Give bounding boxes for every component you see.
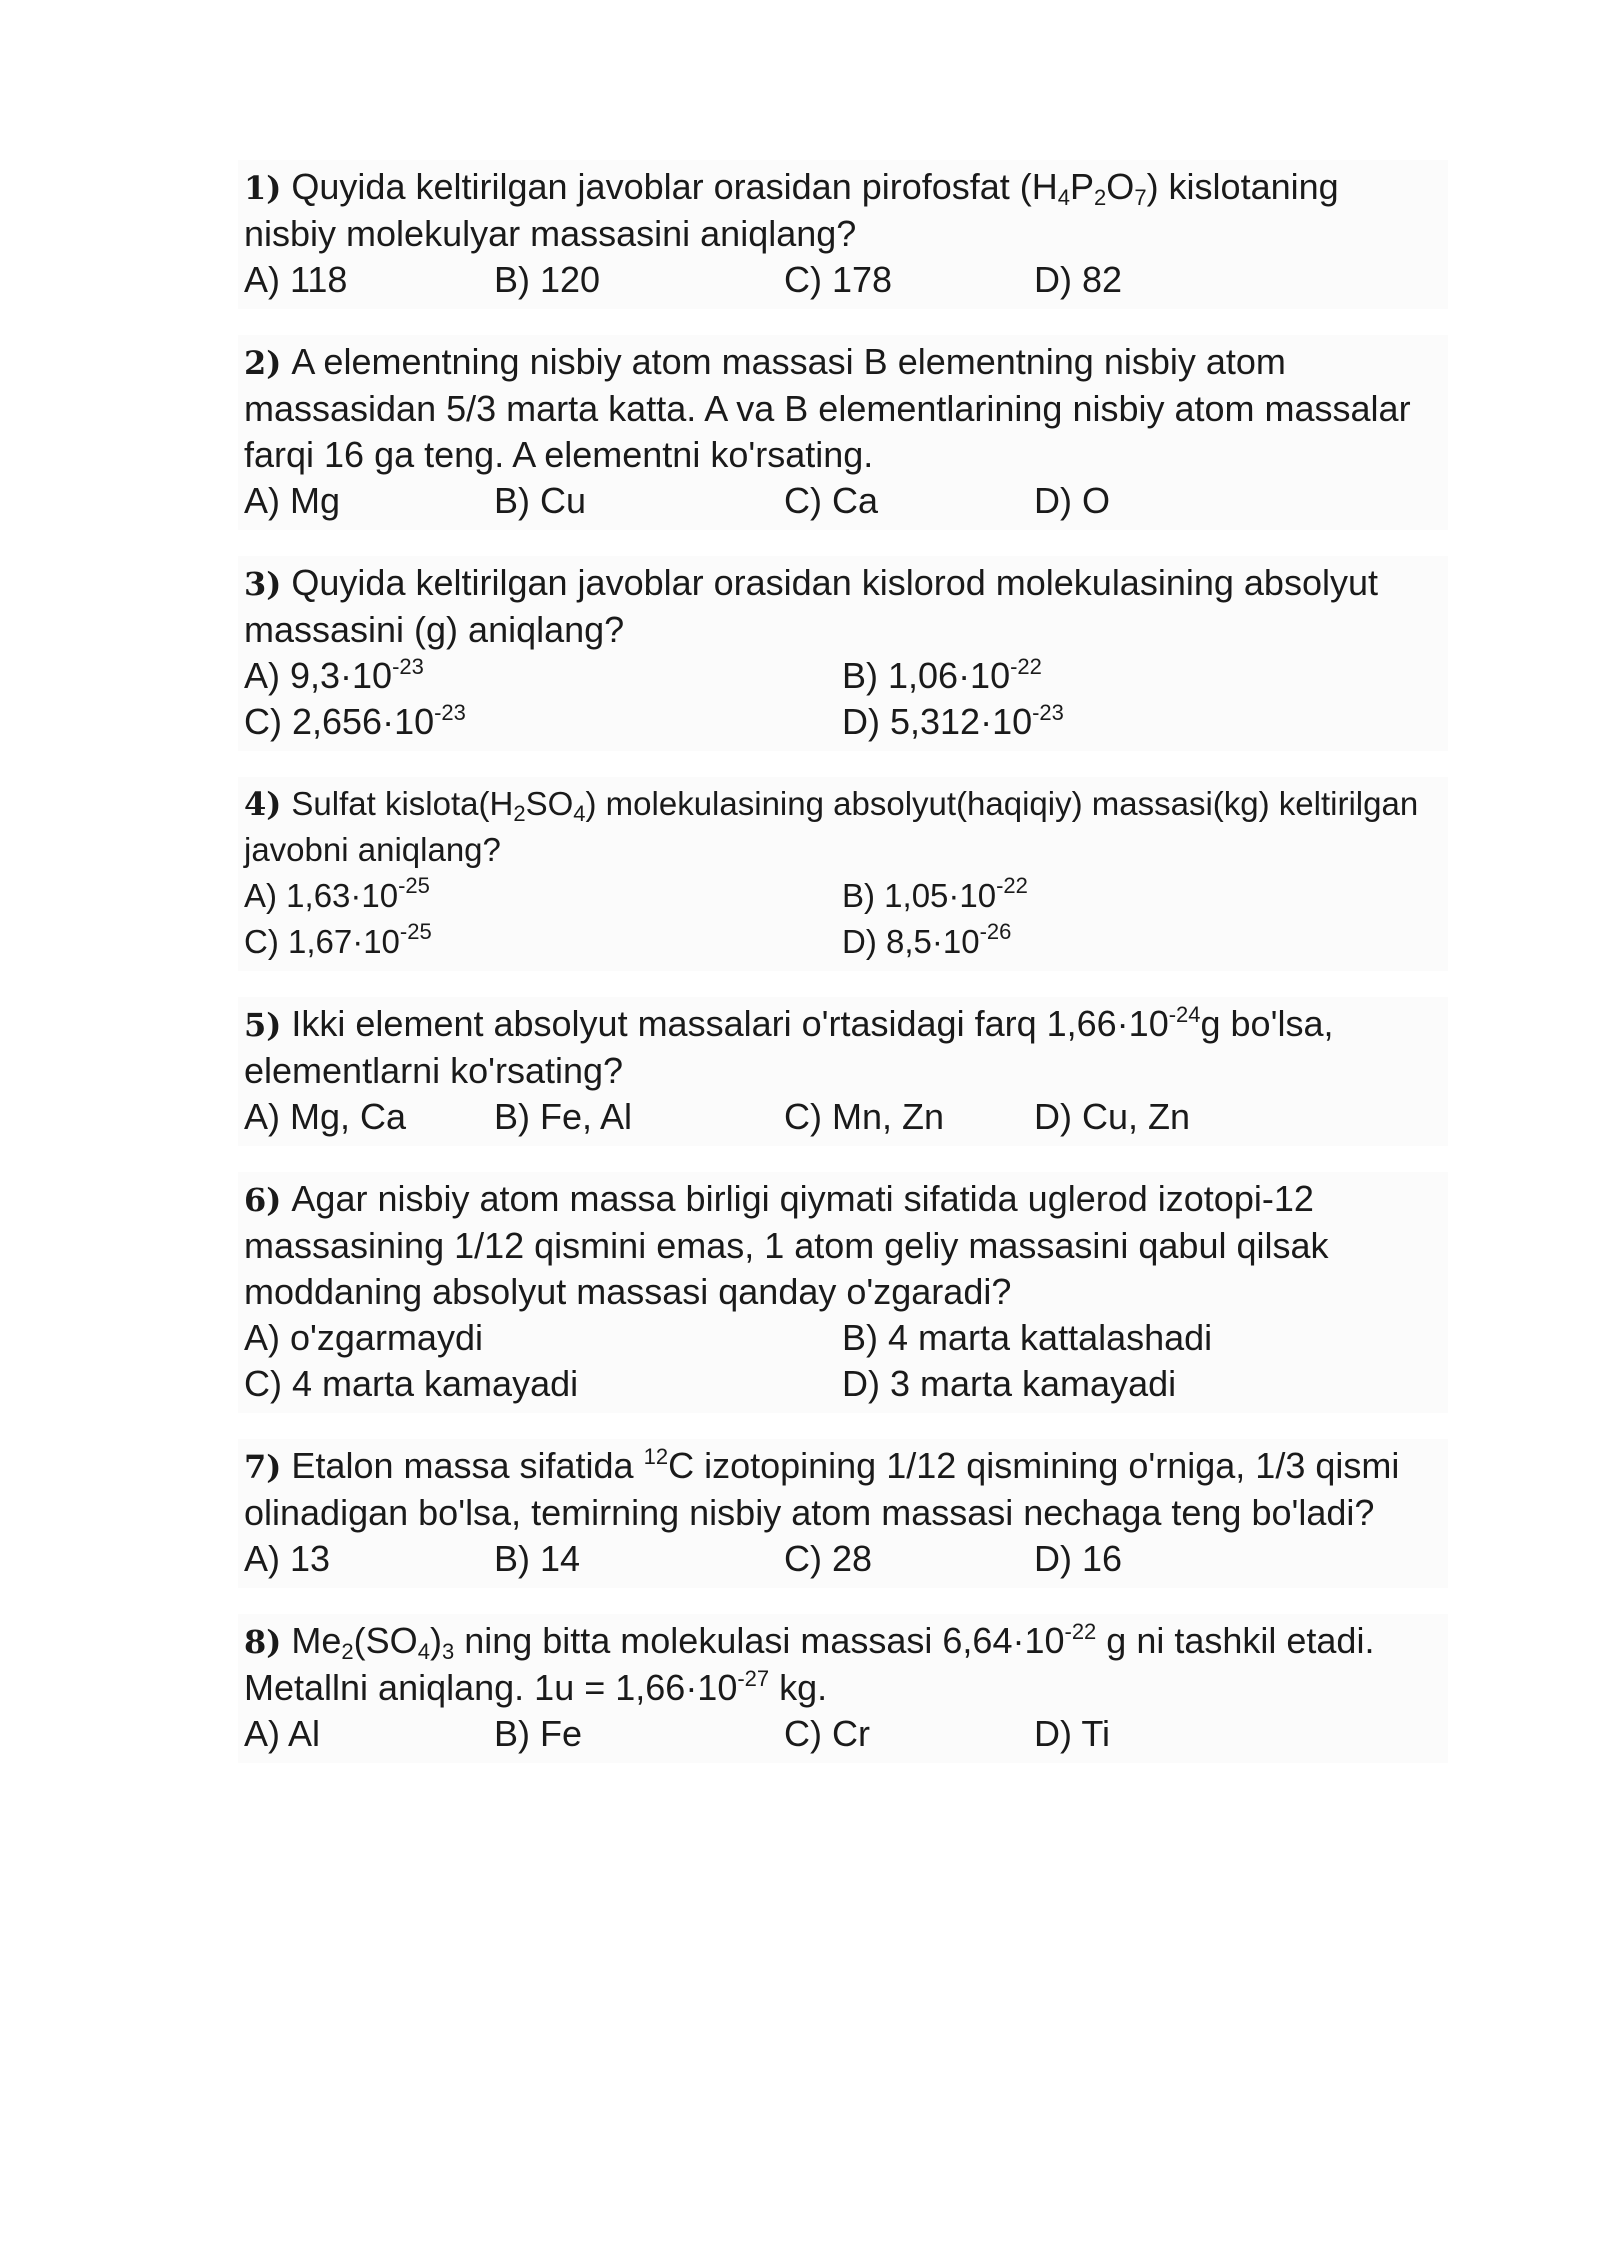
option-b: B) 14 — [494, 1538, 581, 1579]
question-number: 7) — [244, 1448, 282, 1486]
answer-options — [244, 873, 1440, 965]
question-3-text: 3) Quyida keltirilgan javoblar orasidan kislorod molekulasining absolyut massasini (g) aniqlang? — [244, 562, 1378, 650]
option-c: C) Ca — [784, 480, 879, 521]
question-number: 2) — [244, 344, 282, 382]
option-d: D) $8,5\cdot 10^{-26}$ — [842, 919, 1012, 960]
option-a: A) $1,63\cdot 10^{-25}$ — [244, 873, 430, 914]
option-d: D) 3 marta kamayadi — [842, 1363, 1177, 1404]
quiz-page — [238, 160, 1448, 1789]
question-number: 4) — [244, 785, 282, 823]
question-7-text: 7) Etalon massa sifatida $^{12}$C izotopining 1/12 qismining o'rniga, 1/3 qismi olinadigan bo'lsa, temirning nisbiy atom massasi nechaga teng bo'ladi? — [244, 1444, 1400, 1533]
question-4-text: 4) Sulfat $kislota(H_2SO_4)$ molekulasining absolyut(haqiqiy) massasi(kg) keltirilgan javobni aniqlang? — [244, 785, 1419, 868]
option-b: B) $1,05\cdot 10^{-22}$ — [842, 873, 1028, 914]
answer-options — [244, 1094, 1440, 1140]
option-a: A) 118 — [244, 259, 348, 300]
question-1-text: 1) Quyida keltirilgan javoblar orasidan pirofosfat $(H_4P_2O_7)$ kislotaning nisbiy molekulyar massasini aniqlang? — [244, 166, 1339, 254]
option-c: C) 4 marta kamayadi — [244, 1363, 579, 1404]
option-d: D) $5,312\cdot 10^{-23}$ — [842, 700, 1064, 742]
option-c: C) Mn, Zn — [784, 1096, 945, 1137]
option-b: B) Fe, Al — [494, 1096, 633, 1137]
option-b: B) Fe — [494, 1713, 583, 1754]
question-number: 1) — [244, 169, 282, 207]
option-a: A) Al — [244, 1713, 321, 1754]
option-d: D) 82 — [1034, 259, 1123, 300]
question-6-text: 6) Agar nisbiy atom massa birligi qiymati sifatida uglerod izotopi-12 massasining 1/12 qismini emas, 1 atom geliy massasini qabul qilsak moddaning absolyut massasi qanday o'zgaradi? — [244, 1178, 1329, 1312]
option-b: B) $1,06\cdot 10^{-22}$ — [842, 654, 1042, 696]
question-number: 8) — [244, 1623, 282, 1661]
question-7 — [238, 1439, 1448, 1588]
option-a: A) Mg, Ca — [244, 1096, 407, 1137]
answer-options — [244, 257, 1440, 303]
option-c: C) 178 — [784, 259, 893, 300]
option-c: C) $2,656\cdot 10^{-23}$ — [244, 700, 466, 742]
option-d: D) Cu, Zn — [1034, 1096, 1191, 1137]
option-c: C) 28 — [784, 1538, 873, 1579]
question-2 — [238, 335, 1448, 530]
option-d: D) 16 — [1034, 1538, 1123, 1579]
option-b: B) 120 — [494, 259, 601, 300]
question-2-text: 2) A elementning nisbiy atom massasi B elementning nisbiy atom massasidan 5/3 marta katta. A va B elementlarining nisbiy atom massalar farqi 16 ga teng. A elementni ko'rsating. — [244, 341, 1411, 475]
question-8 — [238, 1614, 1448, 1763]
question-6 — [238, 1172, 1448, 1413]
answer-options — [244, 1536, 1440, 1582]
answer-options — [244, 478, 1440, 524]
option-c: C) Cr — [784, 1713, 870, 1754]
answer-options — [244, 1711, 1440, 1757]
option-d: D) O — [1034, 480, 1110, 521]
option-a: A) $9,3\cdot 10^{-23}$ — [244, 654, 424, 696]
question-3 — [238, 556, 1448, 751]
option-a: A) o'zgarmaydi — [244, 1317, 483, 1358]
option-a: A) Mg — [244, 480, 341, 521]
option-a: A) 13 — [244, 1538, 331, 1579]
question-number: 3) — [244, 565, 282, 603]
answer-options — [244, 1315, 1440, 1407]
question-4 — [238, 777, 1448, 971]
answer-options — [244, 653, 1440, 745]
question-5 — [238, 997, 1448, 1146]
question-1 — [238, 160, 1448, 309]
question-5-text: 5) Ikki element absolyut massalari o'rtasidagi farq $1,66\cdot 10^{-24}g$ bo'lsa, elementlarni ko'rsating? — [244, 1002, 1334, 1091]
question-8-text: 8) $Me_2(SO_4)_3$ ning bitta molekulasi massasi $6,64\cdot 10^{-22}$ g ni tashkil etadi. Metallni aniqlang. $1u = 1,66\cdot 10^{-27}$ kg. — [244, 1619, 1375, 1708]
question-number: 6) — [244, 1181, 282, 1219]
option-b: B) Cu — [494, 480, 587, 521]
question-number: 5) — [244, 1006, 282, 1044]
option-c: C) $1,67\cdot 10^{-25}$ — [244, 919, 432, 960]
option-d: D) Ti — [1034, 1713, 1110, 1754]
option-b: B) 4 marta kattalashadi — [842, 1317, 1213, 1358]
